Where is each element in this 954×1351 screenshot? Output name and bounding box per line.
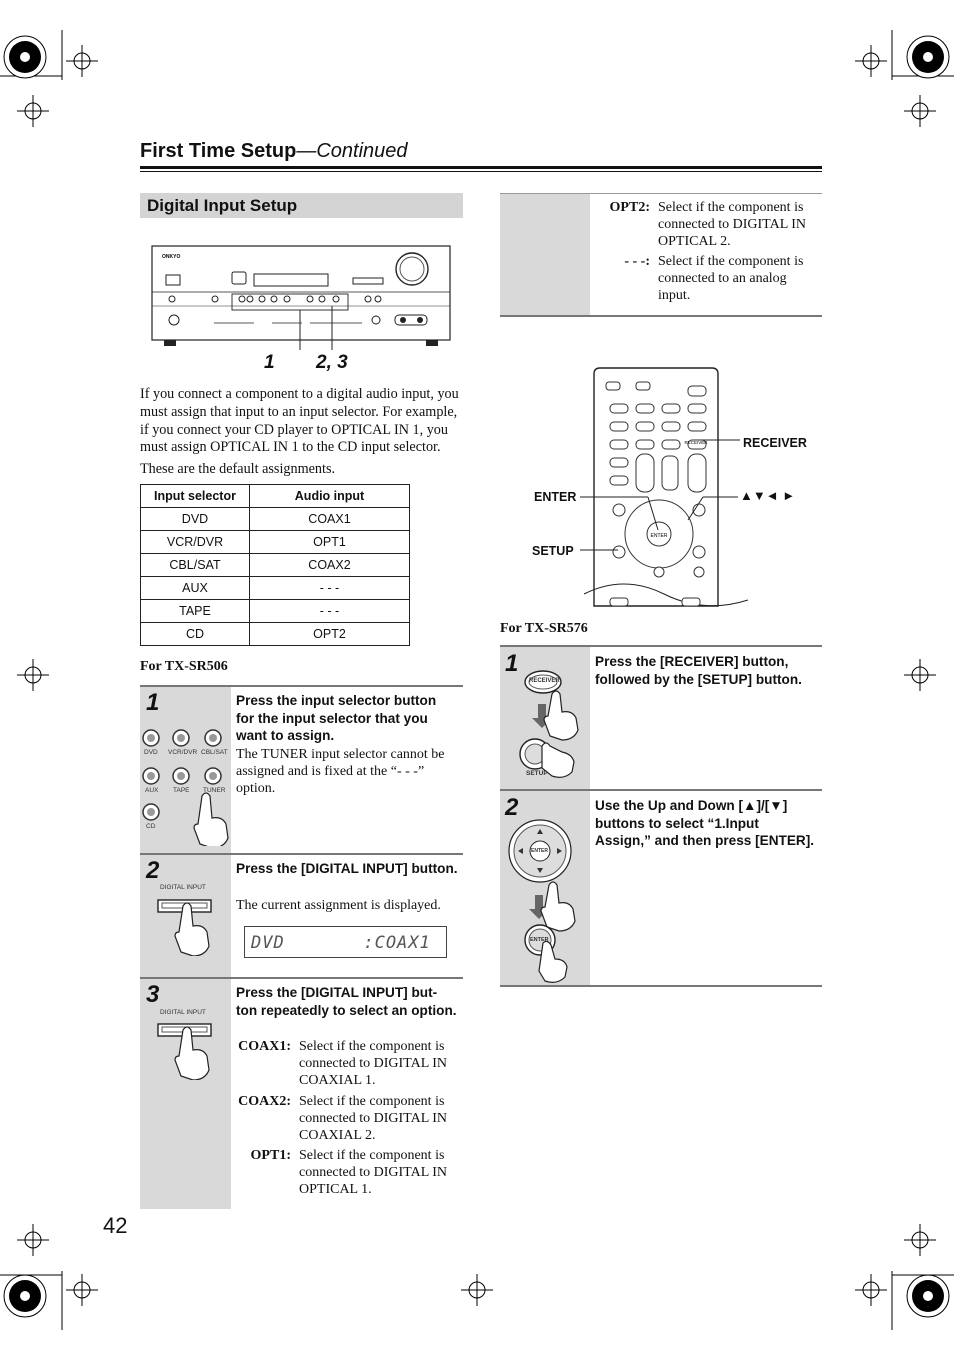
option-desc-coax1: Select if the component is connected to DIGITAL IN COAXIAL 1.: [299, 1039, 448, 1089]
right-cont-rule: [500, 315, 822, 317]
default-assignments-table: [140, 484, 410, 646]
btn-label-aux: AUX: [145, 787, 159, 794]
header-rule: [140, 166, 822, 169]
table-cell: OPT1: [250, 531, 410, 554]
enter-label: ENTER: [530, 937, 549, 943]
lcd-display-text: DVD :COAX1: [251, 933, 431, 953]
table-cell: OPT2: [250, 623, 410, 646]
intro-defaults: These are the default assignments.: [140, 461, 336, 477]
step-1-heading: Press the input selector button for the input selector that you want to assign.: [236, 693, 437, 743]
right-step-2-number: 2: [505, 794, 519, 821]
svg-text:ENTER: ENTER: [650, 533, 668, 539]
table-cell: - - -: [250, 577, 410, 600]
table-cell: COAX1: [250, 508, 410, 531]
digital-input-label: DIGITAL INPUT: [160, 884, 206, 891]
digital-input-label: DIGITAL INPUT: [160, 1009, 206, 1016]
table-cell: CD: [141, 623, 250, 646]
step-3-number: 3: [146, 981, 160, 1008]
step-3-heading: Press the [DIGITAL INPUT] but-ton repeatedly to select an option.: [236, 985, 457, 1018]
table-cell: DVD: [141, 508, 250, 531]
step-divider: [500, 789, 822, 791]
option-desc-coax2: Select if the component is connected to DIGITAL IN COAXIAL 2.: [299, 1094, 448, 1144]
header-continued: —Continued: [296, 140, 408, 162]
option-key: - - -: [624, 254, 646, 269]
table-row: [141, 508, 410, 531]
right-cont-column: [500, 194, 590, 315]
right-step-1-number: 1: [505, 650, 519, 677]
page-number: 42: [103, 1213, 128, 1238]
digital-input-button-illustration: [155, 896, 231, 956]
step-2-body: The current assignment is displayed.: [236, 898, 441, 913]
table-cell: TAPE: [141, 600, 250, 623]
right-step-2-heading: Use the Up and Down [▲]/[▼] buttons to select “1.Input Assign,” and then press [ENTER].: [595, 798, 815, 848]
table-header: Input selector: [141, 485, 250, 508]
left-model-label: For TX-SR506: [140, 659, 228, 674]
btn-label-tape: TAPE: [173, 787, 190, 794]
table-cell: VCR/DVR: [141, 531, 250, 554]
option-key-opt2: OPT2:: [609, 200, 650, 215]
setup-button-label: SETUP: [526, 770, 548, 777]
option-key: OPT2: [609, 200, 646, 215]
step-1-body: The TUNER input selector cannot be assigned and is fixed at the “- - -” option.: [236, 747, 445, 797]
option-key: COAX2: [238, 1094, 287, 1109]
callout-2-3: 2, 3: [316, 352, 348, 373]
remote-label-receiver: RECEIVER: [743, 436, 807, 450]
btn-label-tuner: TUNER: [203, 787, 226, 794]
table-cell: - - -: [250, 600, 410, 623]
table-cell: COAX2: [250, 554, 410, 577]
table-row: [141, 623, 410, 646]
receiver-button-label: RECEIVER: [529, 678, 560, 684]
option-key: OPT1: [250, 1148, 287, 1163]
option-key: COAX1: [238, 1039, 287, 1054]
option-desc-opt2: Select if the component is connected to DIGITAL IN OPTICAL 2.: [658, 200, 807, 250]
svg-text:ONKYO: ONKYO: [162, 254, 181, 260]
option-key-none: - - -:: [624, 254, 650, 269]
remote-label-arrows: ▲▼◄ ►: [740, 488, 796, 503]
step-divider: [140, 853, 463, 855]
digital-input-button-illustration: [155, 1020, 231, 1080]
option-key-coax1: COAX1:: [238, 1039, 291, 1054]
table-row: [141, 554, 410, 577]
remote-label-enter: ENTER: [534, 490, 577, 504]
right-step-1-heading: Press the [RECEIVER] button, followed by the [SETUP] button.: [595, 654, 802, 687]
option-desc-opt1: Select if the component is connected to DIGITAL IN OPTICAL 1.: [299, 1148, 448, 1198]
intro-paragraph: If you connect a component to a digital audio input, you must assign that input to an input selector. For example, if you connect your CD player to OPTICAL IN 1, you must assign OPTICAL IN 1 to the CD input selector.: [140, 386, 459, 456]
option-key-coax2: COAX2:: [238, 1094, 291, 1109]
option-key-opt1: OPT1:: [250, 1148, 291, 1163]
enter-label-small: ENTER: [531, 848, 548, 854]
step-divider: [140, 977, 463, 979]
btn-label-dvd: DVD: [144, 749, 158, 756]
lcd-display: [244, 926, 447, 958]
step-2-number: 2: [146, 857, 160, 884]
option-desc-none: Select if the component is connected to an analog input.: [658, 254, 804, 304]
header-rule-thin: [140, 171, 822, 172]
table-row: [141, 600, 410, 623]
table-cell: CBL/SAT: [141, 554, 250, 577]
remote-callout-lines: [578, 430, 748, 560]
table-row: [141, 577, 410, 600]
btn-label-cd: CD: [146, 823, 156, 830]
receiver-front-panel-illustration: [150, 244, 452, 350]
step-1-number: 1: [146, 689, 160, 716]
right-model-label: For TX-SR576: [500, 621, 588, 636]
table-row: [141, 531, 410, 554]
callout-1: 1: [264, 352, 275, 373]
remote-label-setup: SETUP: [532, 544, 574, 558]
step-divider: [500, 985, 822, 987]
btn-label-vcr-dvr: VCR/DVR: [168, 749, 198, 756]
section-title: Digital Input Setup: [147, 196, 298, 215]
section-title-bar: [140, 193, 463, 218]
table-cell: AUX: [141, 577, 250, 600]
step-2-heading: Press the [DIGITAL INPUT] button.: [236, 861, 458, 876]
btn-label-cbl-sat: CBL/SAT: [201, 749, 228, 756]
enter-button-illustration: [505, 815, 589, 985]
page-header: [140, 140, 408, 163]
table-header: Audio input: [250, 485, 410, 508]
header-title: First Time Setup: [140, 140, 297, 162]
table-header-row: [141, 485, 410, 508]
svg-text:RECEIVER: RECEIVER: [684, 440, 708, 445]
